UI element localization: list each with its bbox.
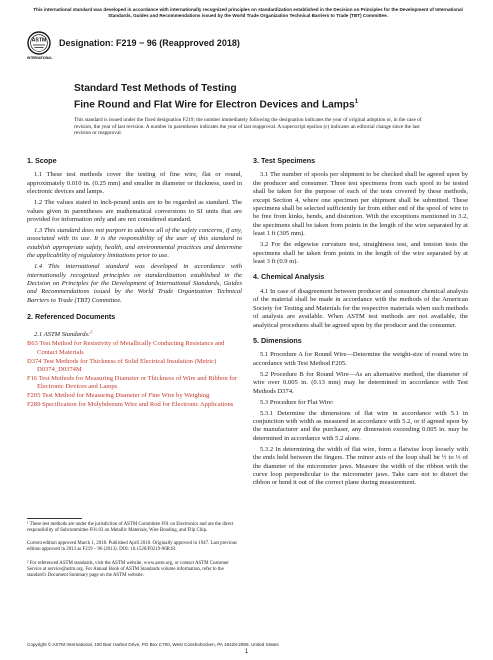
- astm-standards-label: [27, 328, 242, 340]
- footnote-1: ¹ These test methods are under the jurisdiction of ASTM Committee F01 on Electronics and are the direct responsibility of Subcommittee F01.03 on Metallic Materials, Wire Bonding, and Flip Chip.: [27, 522, 234, 534]
- chemical-analysis-heading: 4. Chemical Analysis: [253, 272, 325, 282]
- top-notice: This international standard was developed in accordance with internationally recognized principles on standardization established in the Decision on Principles for the Development of International Standards, Guides and Recommendations issued by the World Trade Organization Technical Barriers to Trade (TBT) Committee.: [33, 7, 463, 18]
- reference-code-link[interactable]: B63: [27, 340, 38, 348]
- logo-caption: INTERNATIONAL: [27, 56, 53, 60]
- astm-standards-text: 2.1 ASTM Standards:: [34, 330, 91, 338]
- astm-logo-icon: [27, 31, 51, 55]
- reference-item: [27, 358, 242, 375]
- section-1-2: 1.2 The values stated in inch-pound units are to be regarded as standard. The values given in parentheses are mathematical conversions to SI units that are provided for information only and are not considered standard.: [27, 199, 242, 224]
- section-5-3-1: 5.3.1 Determine the dimensions of flat wire in accordance with 5.1 in conjunction with width as measured in accordance with 5.2, or if agreed upon by the manufacturer and the purchaser, any dimension exceeding 0.005 in. may be determined in accordance with 5.2 alone.: [253, 409, 468, 442]
- left-column: [27, 156, 242, 414]
- reference-code-link[interactable]: F16: [27, 374, 38, 382]
- copyright-footer: Copyright © ASTM International, 100 Barr Harbor Drive, PO Box C700, West Conshohocken, PA 19428-2959. United States: [27, 642, 279, 647]
- title-line-1: Standard Test Methods of Testing: [74, 83, 237, 94]
- section-1-3: 1.3 This standard does not purport to address all of the safety concerns, if any, associated with its use. It is the responsibility of the user of this standard to establish appropriate safety, health, and environmental practices and determine the applicability of regulatory limitations prior to use.: [27, 227, 242, 260]
- footnote-rule: [27, 518, 82, 519]
- reference-title-link[interactable]: Test Method for Measuring Diameter of Fine Wire by Weighing: [42, 392, 210, 400]
- title-line-2: [74, 96, 454, 112]
- section-5-3-2: 5.3.2 In determining the width of flat wire, form a flatwise loop loosely with the ends held between the fingers. The minor axis of the loop shall be ½ to ⅓ of the diameter of the micrometer jaws. Measure the width of the ribbon with the curve loop perpendicular to the micrometer jaws. Take care not to distort the ribbon or bend it out of the correct plane during measurement.: [253, 445, 468, 487]
- reference-title-link[interactable]: Test Methods for Thickness of Solid Electrical Insulation (Metric) D0374_D0374M: [37, 357, 217, 373]
- reference-title-link[interactable]: Test Method for Resistivity of Metallically Conducting Resistance and Contact Materials: [37, 340, 225, 356]
- reference-list: [27, 340, 242, 409]
- reference-title-link[interactable]: Specification for Molybdenum Wire and Rod for Electronic Applications: [42, 401, 234, 409]
- section-5-3: 5.3 Procedure for Flat Wire:: [260, 398, 334, 406]
- section-5-1: 5.1 Procedure A for Round Wire—Determine the weight-size of round wire in accordance with Test Method F205.: [253, 351, 468, 367]
- astm-standards-footnote-ref[interactable]: 2: [90, 328, 93, 334]
- reference-item: [27, 340, 242, 357]
- footnote-1-edition: Current edition approved March 1, 2018. Published April 2018. Originally approved in 1947. Last previous edition approved in 2013 as F219 – 96 (2013). DOI: 10.1520/F0219-96R18.: [27, 541, 237, 553]
- title-line-2-text: Fine Round and Flat Wire for Electron Devices and Lamps: [74, 98, 355, 110]
- dimensions-heading: 5. Dimensions: [253, 335, 302, 345]
- title-footnote-ref[interactable]: 1: [354, 98, 359, 105]
- reference-code-link[interactable]: F289: [27, 401, 41, 409]
- reference-item: [27, 401, 242, 409]
- reference-code-link[interactable]: D374: [27, 357, 42, 365]
- section-1-4: 1.4 This international standard was developed in accordance with internationally recognized principles on standardization established in the Decision on Principles for the Development of International Standards, Guides and Recommendations issued by the World Trade Organization Technical Barriers to Trade (TBT) Committee.: [27, 263, 242, 304]
- svg-text:ASTM: ASTM: [31, 37, 47, 44]
- document-title: [74, 83, 454, 111]
- designation-label: Designation:: [59, 38, 117, 48]
- test-specimens-heading: 3. Test Specimens: [253, 156, 316, 165]
- section-1-1: 1.1 These test methods cover the testing of fine wire, flat or round, approximately 0.010 in. (0.25 mm) and smaller in diameter or thickness, used in electronic devices and lamps.: [27, 171, 242, 196]
- referenced-documents-heading: 2. Referenced Documents: [27, 312, 116, 322]
- page-number: 1: [244, 649, 249, 655]
- designation-value: F219 − 96 (Reapproved 2018): [116, 38, 240, 48]
- reference-item: [27, 375, 242, 392]
- issued-note: This standard is issued under the fixed designation F219; the number immediately following the designation indicates the year of original adoption or, in the case of revision, the year of last revision. A number in parentheses indicates the year of last reapproval. A superscript epsilon (ε) indicates an editorial change since the last revision or reapproval.: [74, 117, 422, 137]
- section-3-2: 3.2 For the edgewise curvature test, straightness test, and tension tests the specimens shall be taken from points in the length of the wire separated by at least 3 ft (0.9 m).: [253, 241, 468, 266]
- reference-code-link[interactable]: F205: [27, 392, 41, 400]
- right-column: [253, 156, 468, 490]
- footnote-2: ² For referenced ASTM standards, visit the ASTM website, www.astm.org, or contact ASTM Customer Service at service@astm.org. For Annual Book of ASTM Standards volume information, refer to the standard's Document Summary page on the ASTM website.: [27, 561, 229, 579]
- designation: [59, 38, 240, 48]
- reference-title-link[interactable]: Test Methods for Measuring Diameter or Thickness of Wire and Ribbon for Electronic Devices and Lamps: [37, 374, 237, 391]
- section-3-1: 3.1 The number of spools per shipment to be checked shall be agreed upon by the producer and consumer. Three test specimens from each spool to be tested shall be taken for the purpose of each of the tests covered by these methods, except Section 4, where one specimen per shipment shall be submitted. These specimens shall be selected sufficiently far from either end of the spool of wire to be free from kinks, bends, and distortion. With the exceptions mentioned in 3.2, the specimens shall be taken from points in the length of the wire separated by at least 1 ft (305 mm).: [253, 171, 468, 238]
- reference-item: [27, 392, 242, 400]
- section-4-1: 4.1 In case of disagreement between producer and consumer chemical analysis of the material shall be made in accordance with the methods of the American Society for Testing and Materials for the respective materials when such methods of analysis are available. When ASTM test methods are not available, the analytical procedures shall be agreed upon by the producer and the consumer.: [253, 287, 468, 329]
- scope-heading: 1. Scope: [27, 156, 57, 165]
- section-5-2: 5.2 Procedure B for Round Wire—As an alternative method, the diameter of wire over 0.005 in. (0.13 mm) may be determined in accordance with Test Methods D374.: [253, 370, 468, 395]
